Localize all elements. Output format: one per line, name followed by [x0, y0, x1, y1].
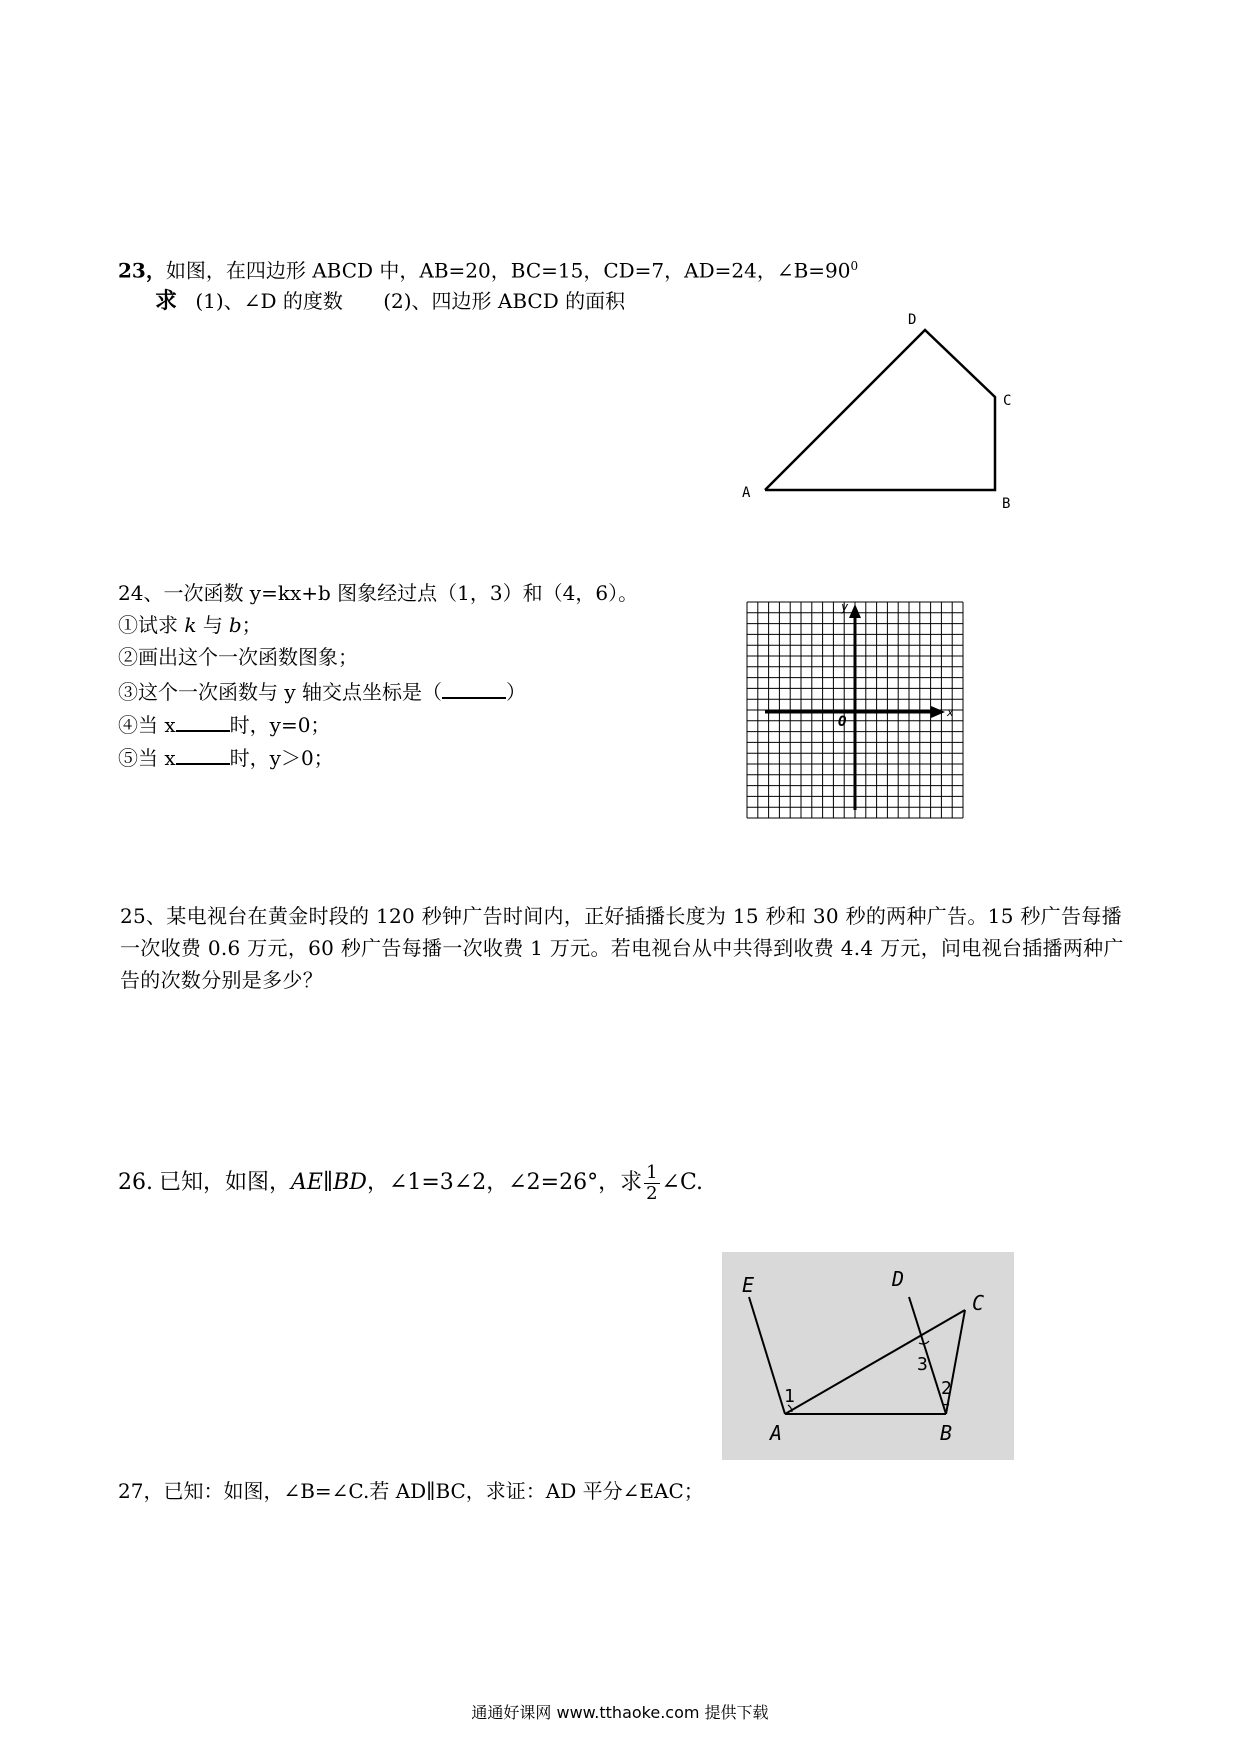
- q24-item5: [118, 743, 334, 771]
- q24-item1-b: b: [228, 613, 242, 637]
- q23-text: 如图，在四边形 ABCD 中，AB=20，BC=15，CD=7，AD=24，∠B=90: [165, 258, 851, 283]
- answer-blank-x-zero[interactable]: [176, 710, 230, 732]
- q26-text2: ，∠1=3∠2，∠2=26°，求: [366, 1170, 643, 1195]
- answer-blank-y-positive[interactable]: [176, 743, 230, 765]
- footer-credit: 通通好课网 www.tthaoke.com 提供下载: [471, 1703, 769, 1722]
- angle-2-arc: [943, 1404, 949, 1405]
- q24-item3: [118, 677, 526, 705]
- q24-item1-mid: 与: [196, 613, 223, 637]
- q23-number: 23，: [118, 258, 166, 283]
- q26-statement: [118, 1160, 703, 1206]
- label-C: C: [1003, 393, 1012, 409]
- q23-ask: 求: [155, 288, 178, 314]
- q26-text3: ∠C.: [661, 1170, 704, 1195]
- q24-item1-prefix: ①试求: [118, 613, 178, 637]
- label-D-26: D: [892, 1267, 905, 1291]
- answer-blank-y-intercept[interactable]: [442, 677, 506, 699]
- q24-coordinate-grid: [745, 600, 965, 820]
- fraction-denominator: 2: [646, 1182, 658, 1204]
- q26-prefix: 26.: [118, 1170, 153, 1195]
- q24-item4-suffix: 时，y=0；: [229, 713, 331, 737]
- q26-parallel: AE∥BD: [291, 1170, 367, 1195]
- label-B: B: [1002, 496, 1011, 512]
- q24-item3-prefix: ③这个一次函数与 y 轴交点坐标是（: [118, 680, 443, 704]
- q23-degree: 0: [850, 259, 859, 273]
- q23-quad-outline: [765, 330, 995, 490]
- q25-statement: 25、某电视台在黄金时段的 120 秒钟广告时间内，正好插播长度为 15 秒和 30 秒的两种广告。15 秒广告每播一次收费 0.6 万元，60 秒广告每播一次收费 1 万元。若电视台从中共得到收费 4.4 万元，问电视台插播两种广告的次数分别是多少？: [120, 904, 1124, 992]
- q23-questions: [155, 288, 625, 314]
- q24-statement: 24、一次函数 y=kx+b 图象经过点（1，3）和（4，6）。: [118, 581, 639, 605]
- y-axis-label: y: [841, 600, 849, 614]
- q26-fraction: [644, 1163, 659, 1204]
- label-E: E: [742, 1273, 755, 1297]
- q24-item2: ②画出这个一次函数图象；: [118, 645, 358, 669]
- q24-item1-suffix: ；: [241, 613, 262, 637]
- q24-item4-prefix: ④当 x: [118, 713, 176, 737]
- q24-item4: [118, 710, 330, 738]
- q24-item3-suffix: ）: [506, 680, 527, 704]
- q23-part1: (1)、∠D 的度数: [195, 289, 343, 313]
- q26-text1: 已知，如图，: [159, 1170, 292, 1195]
- fraction-numerator: 1: [646, 1161, 658, 1183]
- q26-figure: [722, 1252, 1014, 1460]
- label-D: D: [908, 312, 917, 328]
- x-axis-arrow: [931, 706, 945, 718]
- q24-item1-k: k: [184, 613, 197, 637]
- q23-part2: (2)、四边形 ABCD 的面积: [383, 289, 626, 313]
- origin-label: O: [838, 714, 847, 730]
- y-axis-arrow: [849, 604, 861, 618]
- label-B-26: B: [940, 1421, 953, 1445]
- q27-statement: 27，已知：如图，∠B=∠C.若 AD∥BC，求证：AD 平分∠EAC；: [118, 1479, 704, 1503]
- angle-2-label: 2: [941, 1378, 952, 1399]
- q23-statement: [118, 253, 858, 284]
- label-A-26: A: [770, 1421, 783, 1445]
- figure-background: [722, 1252, 1014, 1460]
- q24-item5-prefix: ⑤当 x: [118, 746, 176, 770]
- x-axis-label: x: [947, 706, 954, 719]
- label-A: A: [742, 485, 751, 501]
- angle-1-label: 1: [784, 1386, 795, 1407]
- label-C-26: C: [972, 1291, 985, 1315]
- q23-quadrilateral-figure: [730, 305, 1030, 520]
- angle-3-label: 3: [917, 1354, 928, 1375]
- q24-item1: [118, 612, 262, 638]
- q24-item5-suffix: 时，y＞0；: [229, 746, 334, 770]
